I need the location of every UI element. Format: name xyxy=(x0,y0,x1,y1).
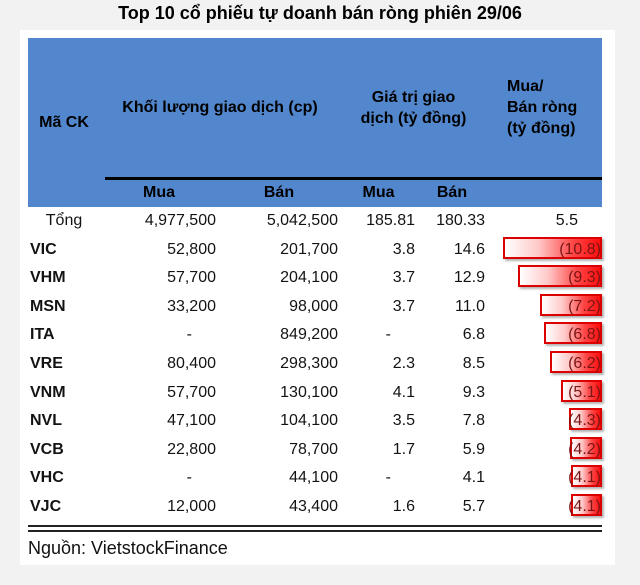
bottom-double-line xyxy=(28,525,602,532)
buy-value: 3.7 xyxy=(392,297,415,315)
source-note: Nguồn: VietstockFinance xyxy=(28,537,228,558)
net-cell xyxy=(487,236,602,265)
ticker-symbol: MSN xyxy=(30,297,66,315)
buy-value: 3.7 xyxy=(392,269,415,287)
sell-volume: 104,100 xyxy=(280,412,338,430)
buy-volume: 12,000 xyxy=(167,497,216,515)
table-body xyxy=(28,207,602,522)
header-symbol: Mã CK xyxy=(39,113,89,131)
total-sell-volume: 5,042,500 xyxy=(266,212,338,229)
sell-volume: 204,100 xyxy=(280,269,338,287)
ticker-symbol: ITA xyxy=(30,326,55,344)
buy-volume: 22,800 xyxy=(167,440,216,458)
net-value-label: (9.3) xyxy=(568,269,601,287)
buy-volume: - xyxy=(186,326,192,344)
ticker-symbol: VJC xyxy=(30,497,62,515)
sell-volume: 98,000 xyxy=(289,297,338,315)
sell-value: 9.3 xyxy=(462,383,485,401)
total-row xyxy=(28,207,602,236)
table-row xyxy=(28,236,602,265)
table-row xyxy=(28,464,602,493)
buy-value: 4.1 xyxy=(392,383,415,401)
header-net-line1: Mua/ xyxy=(507,78,544,95)
sell-value: 8.5 xyxy=(462,354,485,372)
buy-value: 1.6 xyxy=(392,497,415,515)
net-cell xyxy=(487,436,602,465)
buy-value: 3.8 xyxy=(392,240,415,258)
total-label: Tổng xyxy=(45,212,83,229)
buy-value: 2.3 xyxy=(392,354,415,372)
net-cell xyxy=(487,379,602,408)
buy-value: 1.7 xyxy=(392,440,415,458)
buy-volume: - xyxy=(186,469,192,487)
sell-volume: 130,100 xyxy=(280,383,338,401)
table-header xyxy=(28,38,602,207)
buy-volume: 80,400 xyxy=(167,354,216,372)
sell-volume: 849,200 xyxy=(280,326,338,344)
sell-volume: 44,100 xyxy=(289,469,338,487)
subheader-sell-value: Bán xyxy=(436,184,468,201)
subheader-buy-value: Mua xyxy=(362,184,395,201)
total-buy-volume: 4,977,500 xyxy=(144,212,216,229)
net-cell xyxy=(487,350,602,379)
table-row xyxy=(28,350,602,379)
header-value-line1: Giá trị giao xyxy=(371,88,456,106)
ticker-symbol: NVL xyxy=(30,412,62,430)
net-value-label: (4.3) xyxy=(568,412,601,430)
net-cell xyxy=(487,264,602,293)
sell-value: 6.8 xyxy=(462,326,485,344)
ticker-symbol: VIC xyxy=(30,240,57,258)
sell-value: 7.8 xyxy=(462,412,485,430)
buy-volume: 57,700 xyxy=(167,269,216,287)
net-value-label: (4.2) xyxy=(568,440,601,458)
sell-volume: 201,700 xyxy=(280,240,338,258)
buy-volume: 57,700 xyxy=(167,383,216,401)
table-row xyxy=(28,293,602,322)
ticker-symbol: VHM xyxy=(30,269,66,287)
net-value-label: (6.8) xyxy=(568,326,601,344)
net-cell xyxy=(487,464,602,493)
net-value-label: (4.1) xyxy=(568,469,601,487)
net-value-label: (5.1) xyxy=(568,383,601,401)
net-value-label: (4.1) xyxy=(568,497,601,515)
net-cell xyxy=(487,293,602,322)
table-row xyxy=(28,493,602,522)
total-buy-value: 185.81 xyxy=(366,212,415,229)
buy-value: - xyxy=(385,469,391,487)
sell-value: 5.9 xyxy=(462,440,485,458)
net-value-label: (6.2) xyxy=(568,354,601,372)
page-title: Top 10 cổ phiếu tự doanh bán ròng phiên 29/06 xyxy=(118,3,522,23)
table-row xyxy=(28,407,602,436)
header-value-group xyxy=(340,38,487,177)
table-row xyxy=(28,264,602,293)
buy-volume: 52,800 xyxy=(167,240,216,258)
sell-value: 12.9 xyxy=(453,269,485,287)
ticker-symbol: VCB xyxy=(30,440,64,458)
net-cell xyxy=(487,407,602,436)
header-net-group xyxy=(487,38,602,177)
subheader-buy-volume: Mua xyxy=(143,184,175,201)
ticker-symbol: VHC xyxy=(30,469,64,487)
buy-value: 3.5 xyxy=(392,412,415,430)
net-value-label: (10.8) xyxy=(559,240,601,258)
header-volume-group: Khối lượng giao dịch (cp) xyxy=(122,99,318,116)
net-cell xyxy=(487,493,602,522)
ticker-symbol: VNM xyxy=(30,383,66,401)
sell-value: 5.7 xyxy=(462,497,485,515)
sell-volume: 298,300 xyxy=(280,354,338,372)
sell-volume: 78,700 xyxy=(289,440,338,458)
sell-value: 14.6 xyxy=(453,240,485,258)
total-net-value: 5.5 xyxy=(555,212,578,229)
table-row xyxy=(28,321,602,350)
table-row xyxy=(28,379,602,408)
net-selling-table xyxy=(28,38,602,559)
net-cell xyxy=(487,321,602,350)
subheader-sell-volume: Bán xyxy=(263,184,295,201)
sell-value: 4.1 xyxy=(462,469,485,487)
sell-volume: 43,400 xyxy=(289,497,338,515)
header-value-line2: dịch (tỷ đồng) xyxy=(360,109,467,127)
table-card xyxy=(20,30,615,565)
subheader-row xyxy=(28,180,602,207)
header-net-line3: (tỷ đồng) xyxy=(507,120,576,137)
total-sell-value: 180.33 xyxy=(436,212,485,229)
buy-value: - xyxy=(385,326,391,344)
sell-value: 11.0 xyxy=(455,297,485,315)
net-value-label: (7.2) xyxy=(568,297,601,315)
header-net-line2: Bán ròng xyxy=(507,99,578,116)
buy-volume: 47,100 xyxy=(167,412,216,430)
ticker-symbol: VRE xyxy=(30,354,63,372)
table-row xyxy=(28,436,602,465)
buy-volume: 33,200 xyxy=(167,297,216,315)
